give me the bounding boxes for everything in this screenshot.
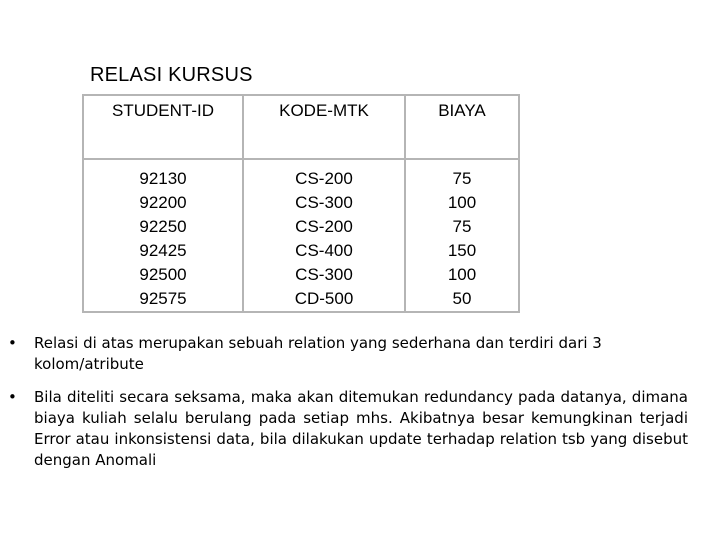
student-id-cell: 92575 xyxy=(139,289,187,308)
relation-table xyxy=(82,94,520,313)
student-id-cell: 92500 xyxy=(139,265,187,284)
biaya-cell: 75 xyxy=(452,217,472,236)
bullet-icon: • xyxy=(8,334,17,352)
kode-mtk-column xyxy=(243,159,405,312)
biaya-cell: 100 xyxy=(447,265,477,284)
biaya-cell: 50 xyxy=(452,289,472,308)
kode-mtk-cell: CS-400 xyxy=(295,241,353,260)
biaya-cell: 100 xyxy=(447,193,477,212)
student-id-cell: 92425 xyxy=(139,241,187,260)
biaya-column xyxy=(405,159,519,312)
table-body-row xyxy=(83,159,519,312)
bullet-text: Bila diteliti secara seksama, maka akan ditemukan redundancy pada datanya, dimana biaya kuliah selalu berulang pada setiap mhs. Akibatnya besar kemungkinan terjadi Error atau inkonsistensi data, bila dilakukan update terhadap relation tsb yang disebut dengan Anomali xyxy=(34,388,688,469)
header-student-id: STUDENT-ID xyxy=(83,95,243,159)
header-kode-mtk: KODE-MTK xyxy=(243,95,405,159)
student-id-column xyxy=(83,159,243,312)
header-biaya: BIAYA xyxy=(405,95,519,159)
kode-mtk-cell: CS-200 xyxy=(295,169,353,188)
kode-mtk-cell: CS-200 xyxy=(295,217,353,236)
student-id-cell: 92130 xyxy=(139,169,187,188)
bullet-text: Relasi di atas merupakan sebuah relation yang sederhana dan terdiri dari 3 kolom/atribute xyxy=(34,334,602,373)
bullet-item xyxy=(8,333,688,375)
bullet-icon: • xyxy=(8,388,17,406)
kode-mtk-cell: CD-500 xyxy=(294,289,354,308)
kode-mtk-cell: CS-300 xyxy=(295,193,353,212)
table-header-row xyxy=(83,95,519,159)
student-id-cell: 92250 xyxy=(139,217,187,236)
biaya-cell: 150 xyxy=(447,241,477,260)
biaya-cell: 75 xyxy=(452,169,472,188)
kode-mtk-cell: CS-300 xyxy=(295,265,353,284)
bullet-item xyxy=(8,387,688,471)
relation-title: RELASI KURSUS xyxy=(90,64,253,86)
student-id-cell: 92200 xyxy=(139,193,187,212)
